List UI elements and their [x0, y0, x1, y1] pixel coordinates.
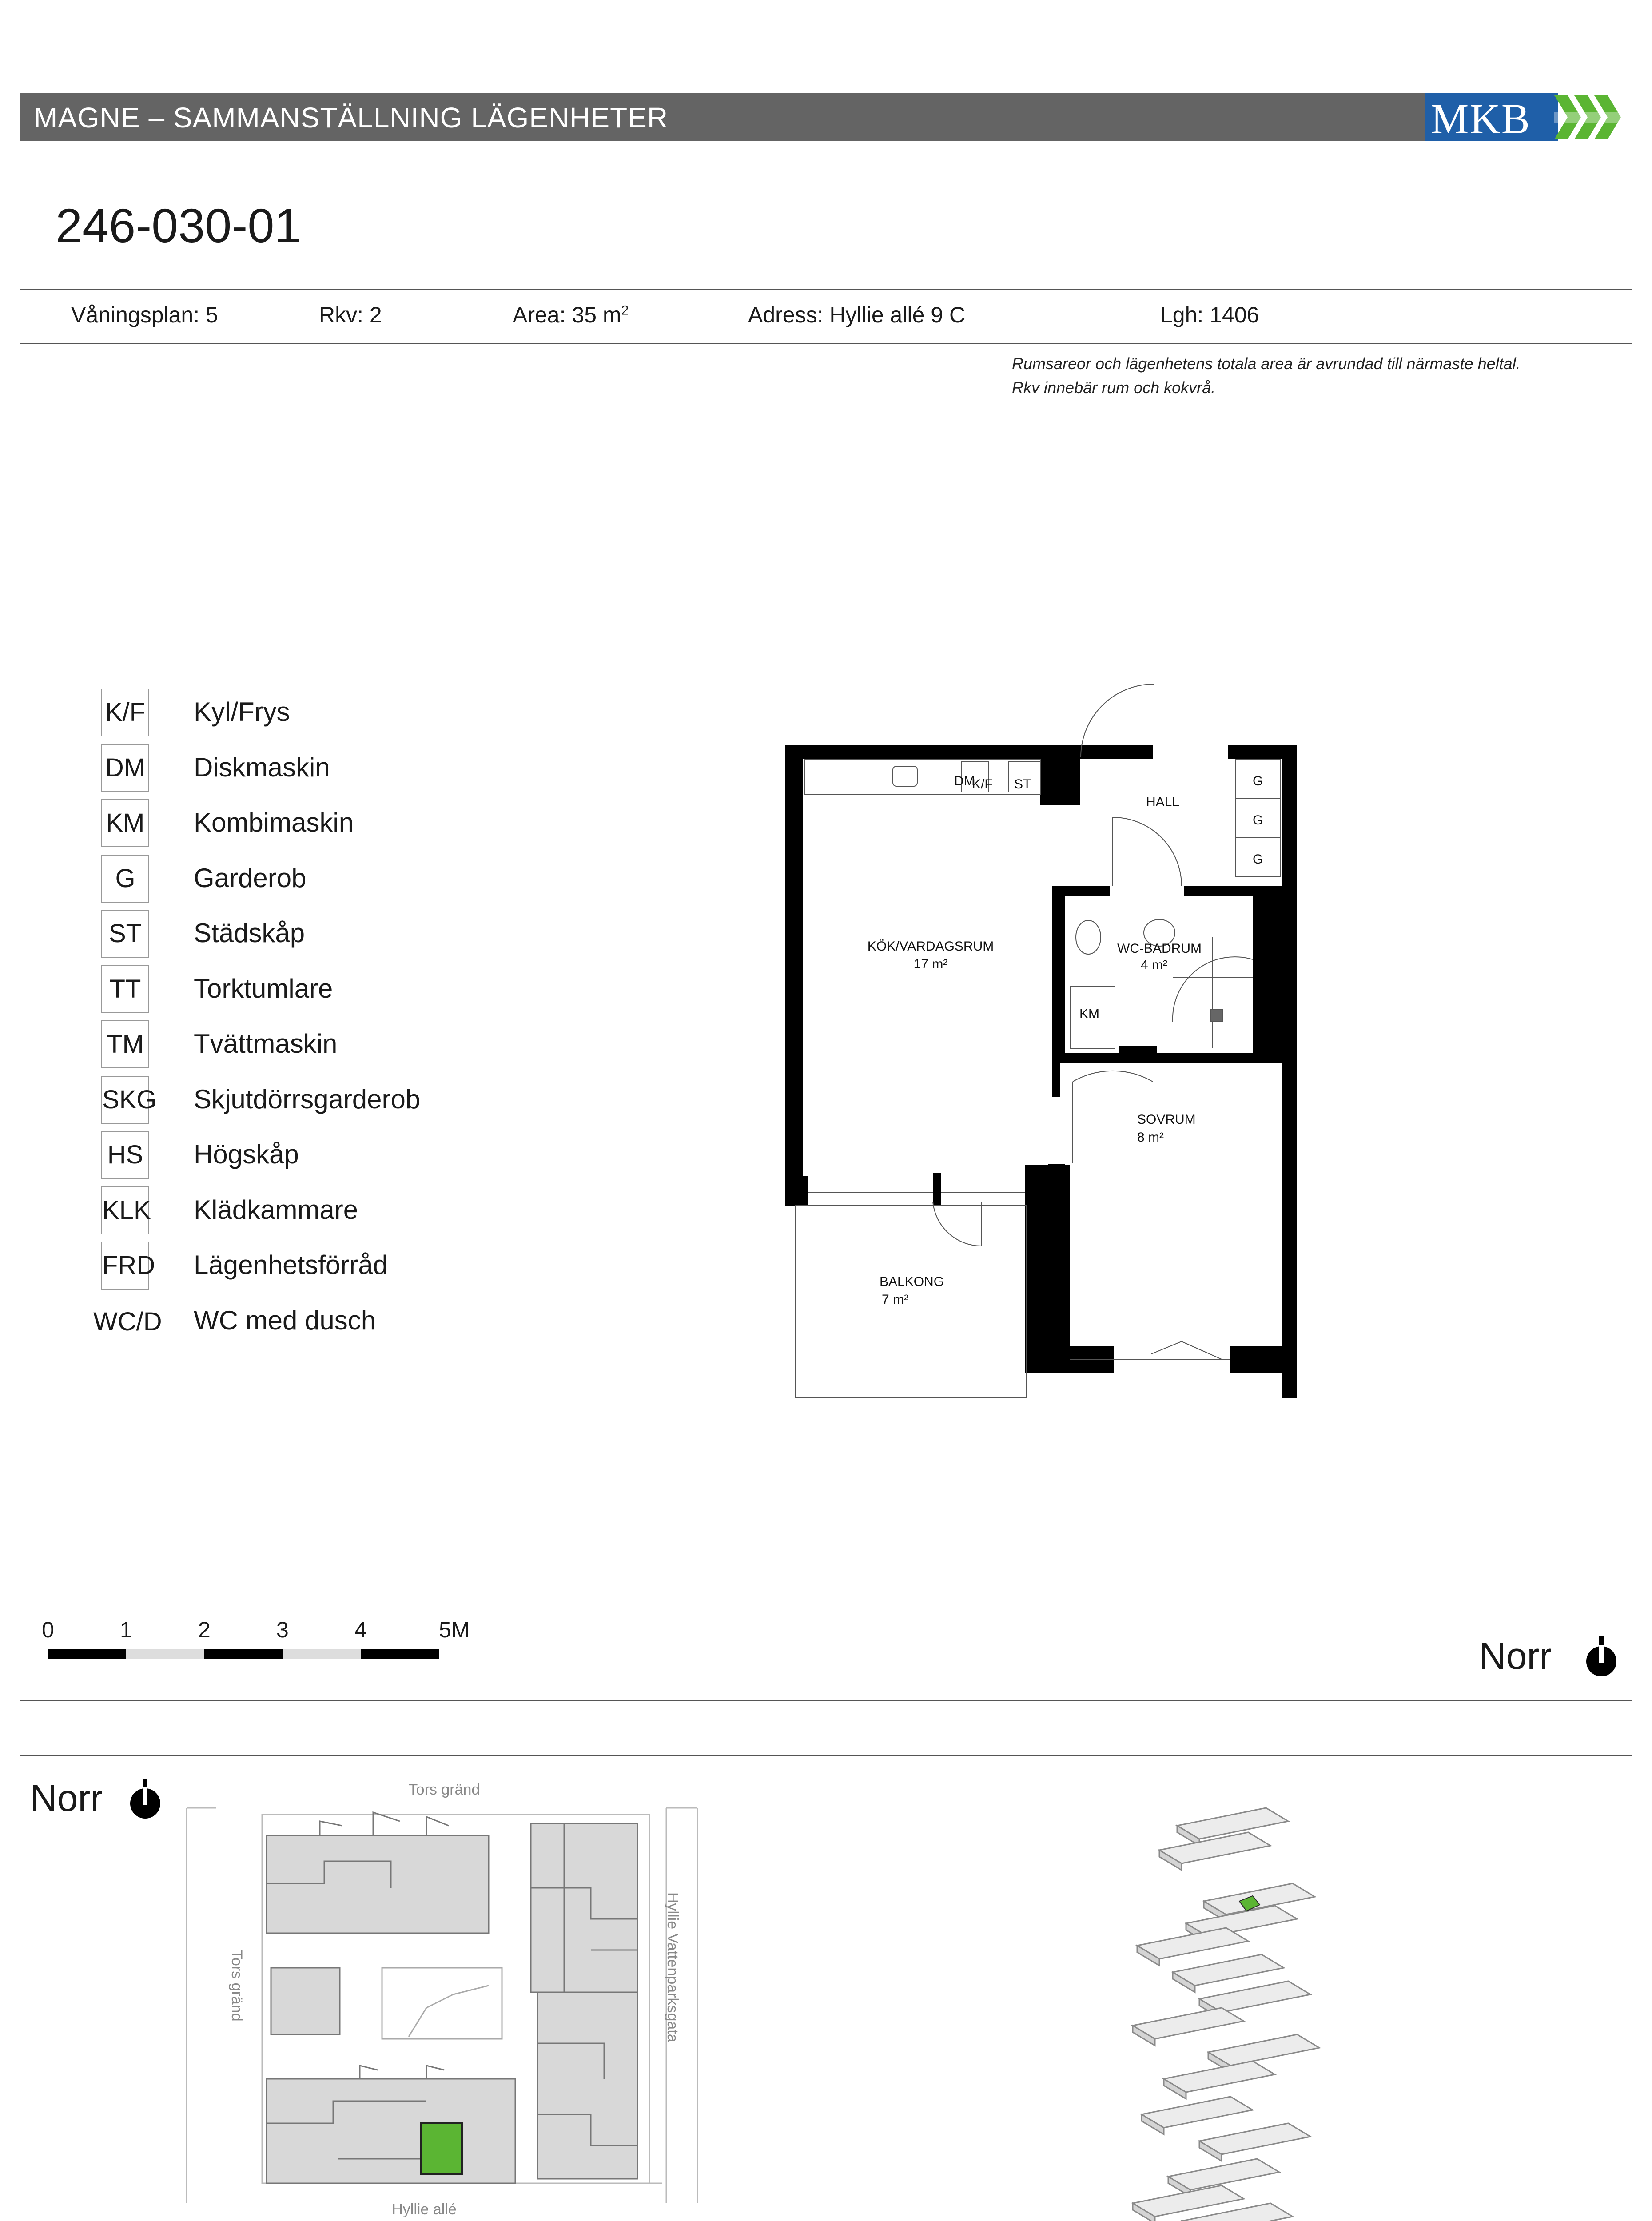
legend-label: WC med dusch [194, 1305, 376, 1335]
scale-segment [48, 1649, 126, 1659]
legend-label: Kyl/Frys [194, 697, 290, 727]
room-area-balcony: 7 m² [882, 1292, 908, 1307]
fixture-dm: DM [954, 774, 975, 788]
legend-abbr: ST [101, 910, 149, 958]
apartment-id: 246-030-01 [56, 199, 301, 252]
apartment-number-info [1160, 302, 1259, 328]
legend-abbr: FRD [101, 1242, 149, 1290]
room-name-bathroom: WC-BADRUM [1117, 941, 1202, 956]
iso-building-block [1133, 2008, 1244, 2039]
scale-label: 4 [354, 1617, 367, 1642]
floor-label: Våningsplan: [71, 303, 200, 327]
header-title: MAGNE – SAMMANSTÄLLNING LÄGENHETER [34, 102, 669, 134]
area-unit-sup: 2 [621, 303, 629, 318]
scale-label: 2 [198, 1617, 211, 1642]
legend-abbr: TM [101, 1020, 149, 1068]
fixture-kf: K/F [972, 777, 993, 792]
iso-building-block [1208, 2034, 1319, 2066]
iso-building-block [1142, 2097, 1253, 2128]
apt-number-label: Lgh: [1160, 303, 1204, 327]
north-arrow-icon [1581, 1635, 1621, 1679]
scale-label: 3 [276, 1617, 289, 1642]
fixture-km: KM [1079, 1007, 1099, 1021]
legend-abbr: KLK [101, 1186, 149, 1234]
site-plan [178, 1759, 733, 2221]
address-value: Hyllie allé 9 C [829, 303, 966, 327]
legend-label: Tvättmaskin [194, 1029, 338, 1059]
floor-info [71, 302, 218, 328]
iso-building-block [1199, 1981, 1310, 2012]
site-north-label: Norr [30, 1777, 103, 1819]
address-info [748, 302, 965, 328]
compass-label: Norr [1479, 1635, 1552, 1677]
iso-building-block [1159, 1832, 1270, 1863]
area-value: 35 m [572, 303, 621, 327]
divider-bottom-2 [20, 1755, 1632, 1756]
legend-abbr: DM [101, 744, 149, 792]
legend-abbr: K/F [101, 689, 149, 736]
address-label: Adress: [748, 303, 824, 327]
rooms-value: 2 [369, 303, 382, 327]
room-name-hall: HALL [1146, 795, 1180, 809]
scale-segment [204, 1649, 283, 1659]
iso-building-block [1168, 2159, 1279, 2190]
legend-label: Torktumlare [194, 973, 333, 1003]
legend-abbr: TT [101, 965, 149, 1013]
fixture-st: ST [1014, 777, 1031, 792]
fixture-g-1: G [1253, 774, 1263, 788]
legend-label: Garderob [194, 863, 307, 893]
apt-number-value: 1406 [1210, 303, 1259, 327]
fixture-g-3: G [1253, 852, 1263, 867]
divider-bottom-1 [20, 1700, 1632, 1701]
legend-label: Diskmaskin [194, 752, 330, 782]
street-left: Tors gränd [228, 1950, 245, 2022]
legend-label: Klädkammare [194, 1194, 358, 1225]
scale-label: 5M [439, 1617, 470, 1642]
scale-segment [361, 1649, 439, 1659]
legend-label: Kombimaskin [194, 808, 354, 837]
area-label: Area: [513, 303, 566, 327]
note-rounding: Rumsareor och lägenhetens totala area är avrundad till närmaste heltal. [1012, 354, 1521, 373]
floor-value: 5 [206, 303, 218, 327]
street-right: Hyllie Vattenparksgata [664, 1892, 681, 2042]
legend-abbr: HS [101, 1131, 149, 1179]
scale-segment [126, 1649, 204, 1659]
logo-text: MKB [1431, 95, 1531, 143]
site-north-arrow-icon [125, 1777, 165, 1821]
iso-building-block [1173, 1954, 1284, 1986]
rooms-info [319, 302, 382, 328]
legend-abbr: KM [101, 799, 149, 847]
logo-arrows-icon [1554, 95, 1625, 139]
divider-top [20, 289, 1632, 290]
legend-abbr: WC/D [93, 1307, 162, 1336]
divider-info [20, 343, 1632, 344]
scale-segment [283, 1649, 361, 1659]
room-name-balcony: BALKONG [880, 1274, 944, 1289]
iso-building-block [1177, 1808, 1288, 1839]
street-top: Tors gränd [408, 1781, 480, 1798]
legend-label: Städskåp [194, 918, 305, 948]
room-area-bathroom: 4 m² [1141, 958, 1167, 972]
note-rkv: Rkv innebär rum och kokvrå. [1012, 378, 1216, 397]
legend-label: Lägenhetsförråd [194, 1250, 388, 1280]
iso-building-block [1199, 2123, 1310, 2154]
room-name-bedroom: SOVRUM [1137, 1112, 1196, 1127]
room-area-kitchen: 17 m² [913, 957, 948, 971]
floor-plan [782, 666, 1306, 1413]
street-bottom: Hyllie allé [392, 2201, 457, 2218]
legend-label: Skjutdörrsgarderob [194, 1084, 421, 1114]
room-name-kitchen: KÖK/VARDAGSRUM [867, 939, 994, 954]
scale-label: 0 [42, 1617, 54, 1642]
legend-abbr: SKG [101, 1076, 149, 1124]
rooms-label: Rkv: [319, 303, 363, 327]
scale-label: 1 [120, 1617, 132, 1642]
legend-label: Högskåp [194, 1139, 299, 1169]
legend-abbr: G [101, 855, 149, 903]
fixture-g-2: G [1253, 813, 1263, 828]
room-area-bedroom: 8 m² [1137, 1130, 1164, 1145]
mkb-logo [1425, 93, 1624, 141]
building-isometric [1119, 1799, 1350, 2221]
area-info [513, 302, 629, 328]
